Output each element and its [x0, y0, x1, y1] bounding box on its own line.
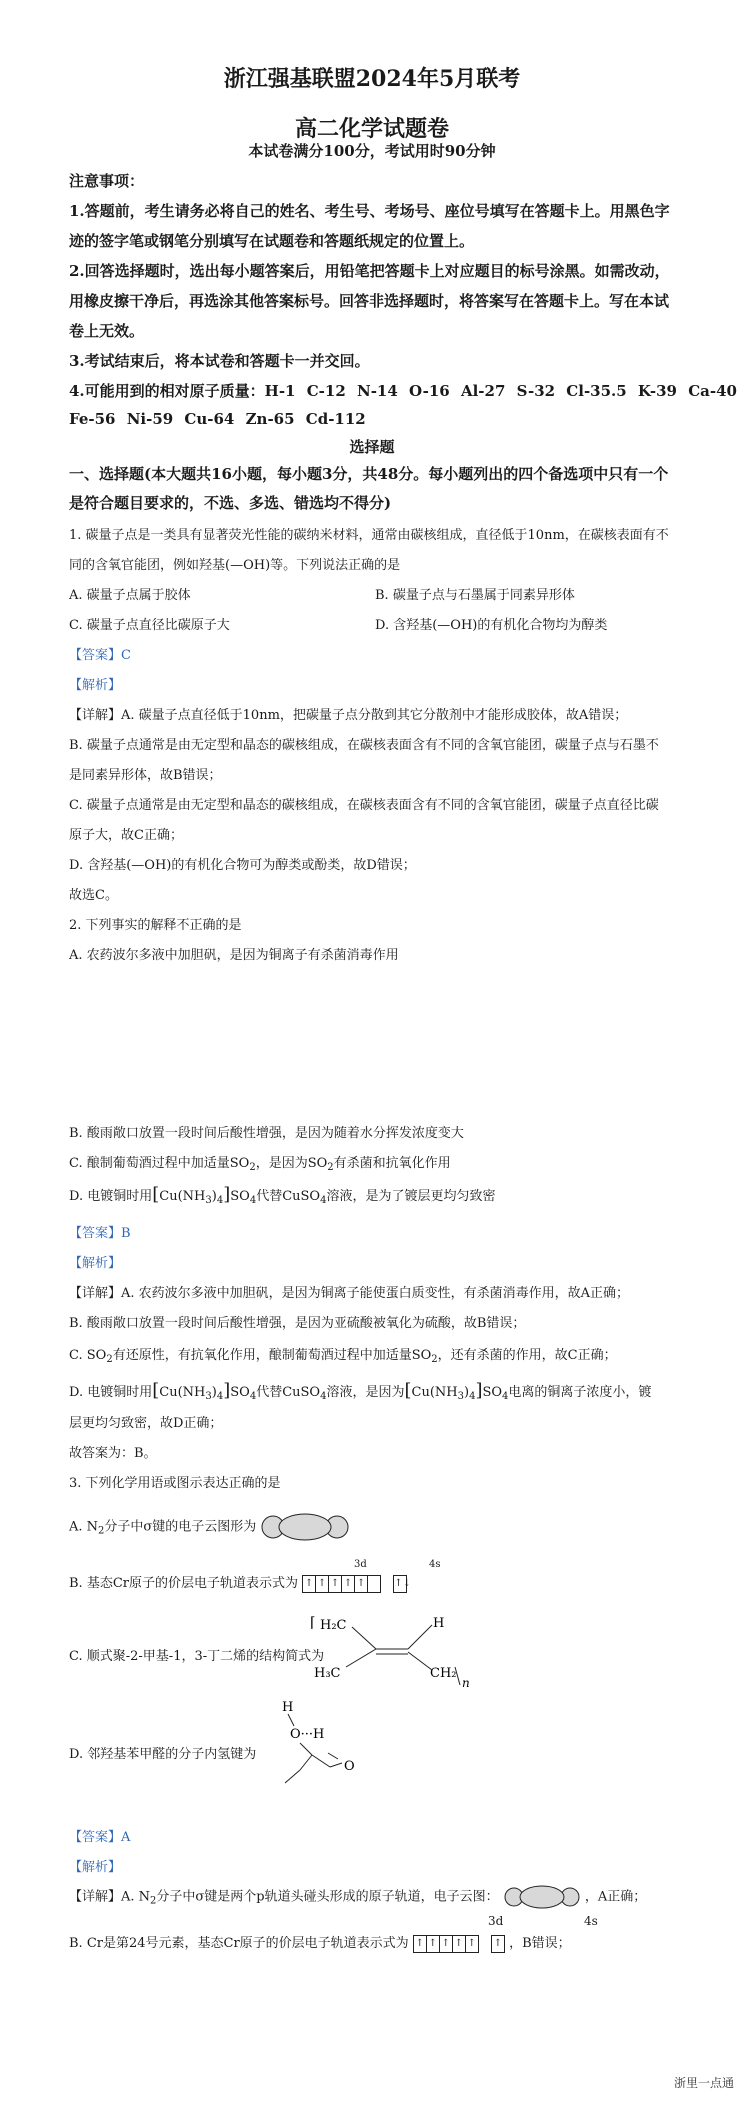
- label-3d: 3d: [488, 1914, 504, 1928]
- q1-option-b: B. 碳量子点与石墨属于同素异形体: [375, 588, 575, 603]
- struct-h: H: [433, 1616, 445, 1631]
- notice-line: 2.回答选择题时，选出每小题答案后，用铅笔把答题卡上对应题目的标号涂黑。如需改动，: [69, 262, 670, 280]
- struct-h3c: H₃C: [314, 1666, 341, 1681]
- q2-option-c: C. 酿制葡萄酒过程中加适量$SO_2$，是因为$SO_2$有杀菌和抗氧化作用: [69, 1156, 451, 1173]
- q1-detail: 原子大，故C正确；: [69, 828, 183, 843]
- notice-line: 用橡皮擦干净后，再选涂其他答案标号。回答非选择题时，将答案写在答题卡上。写在本试: [69, 292, 670, 310]
- struct-ohh: O···H: [290, 1727, 325, 1742]
- q2-conclusion: 故答案为：B。: [69, 1446, 157, 1461]
- q1-detail: 故选C。: [69, 888, 118, 903]
- q1-detail: 是同素异形体，故B错误；: [69, 768, 222, 783]
- label-4s: 4s: [429, 1559, 441, 1570]
- sigma-orbital-diagram: [260, 1512, 350, 1542]
- exam-info: 本试卷满分100分，考试用时90分钟: [248, 142, 496, 160]
- exam-subtitle: 高二化学试题卷: [294, 116, 449, 142]
- polyisoprene-structure: [310, 1605, 470, 1695]
- orbital-3d-boxes: ↑ ↑ ↑ ↑ ↑: [413, 1935, 479, 1953]
- q1-option-c: C. 碳量子点直径比碳原子大: [69, 618, 230, 633]
- hydrogen-bond-structure: [280, 1695, 400, 1795]
- struct-n: n: [462, 1676, 470, 1690]
- notice-line: 4.可能用到的相对原子质量：H-1 C-12 N-14 O-16 Al-27 S-32 Cl-35.5 K-39 Ca-40: [69, 382, 737, 400]
- orbital-3d-boxes: ↑ ↑ ↑ ↑ ↑: [302, 1575, 381, 1593]
- struct-ch2: CH₂: [430, 1666, 457, 1681]
- exam-title: 浙江强基联盟2024年5月联考: [223, 66, 521, 92]
- label-4s: 4s: [584, 1914, 598, 1928]
- q1-option-a: A. 碳量子点属于胶体: [69, 588, 191, 603]
- label-3d: 3d: [354, 1559, 367, 1570]
- q1-detail: B. 碳量子点通常是由无定型和晶态的碳核组成，在碳核表面含有不同的含氧官能团，碳量子点与石墨不: [69, 738, 659, 753]
- sigma-orbital-diagram-small: [503, 1884, 581, 1910]
- section-desc: 一、选择题(本大题共16小题，每小题3分，共48分。每小题列出的四个备选项中只有一个: [69, 465, 669, 483]
- orbital-4s-box: ↑↓: [393, 1575, 407, 1593]
- q2-option-d: D. 电镀铜时用$[Cu(NH_3)_4]SO_4$代替CuSO$_4$溶液，是为了镀层更均匀致密: [69, 1184, 496, 1206]
- q3-option-b: B. 基态Cr原子的价层电子轨道表示式为 ↑ ↑ ↑ ↑ ↑ ↑↓: [69, 1576, 412, 1591]
- q2-option-a: A. 农药波尔多液中加胆矾，是因为铜离子有杀菌消毒作用: [69, 948, 399, 963]
- q1-stem: 同的含氧官能团，例如羟基(—OH)等。下列说法正确的是: [69, 558, 401, 573]
- q1-answer: 【答案】C: [69, 648, 131, 663]
- q3-detail-a: 【详解】A. $N_2$分子中σ键是两个p轨道头碰头形成的原子轨道，电子云图： ，A正确；: [69, 1884, 646, 1910]
- q2-detail: 层更均匀致密，故D正确；: [69, 1416, 223, 1431]
- q1-option-d: D. 含羟基(—OH)的有机化合物均为醇类: [375, 618, 608, 633]
- q2-detail: C. $SO_2$有还原性，有抗氧化作用，酿制葡萄酒过程中加适量$SO_2$，还有杀菌的作用，故C正确；: [69, 1348, 617, 1365]
- struct-o: O: [344, 1759, 355, 1774]
- notice-line: 3.考试结束后，将本试卷和答题卡一并交回。: [69, 352, 370, 370]
- notice-line: 迹的签字笔或钢笔分别填写在试题卷和答题纸规定的位置上。: [69, 232, 475, 250]
- notice-line: 1.答题前，考生请务必将自己的姓名、考生号、考场号、座位号填写在答题卡上。用黑色字: [69, 202, 670, 220]
- struct-oh-h: H: [282, 1700, 294, 1715]
- q2-option-b: B. 酸雨敞口放置一段时间后酸性增强，是因为随着水分挥发浓度变大: [69, 1126, 464, 1141]
- orbital-4s-box: ↑: [491, 1935, 505, 1953]
- q2-detail: D. 电镀铜时用$[Cu(NH_3)_4]SO_4$代替CuSO$_4$溶液，是因为$[Cu(NH_3)_4]SO_4$电离的铜离子浓度小，镀: [69, 1380, 652, 1402]
- notice-line: 卷上无效。: [69, 322, 145, 340]
- q1-detail: D. 含羟基(—OH)的有机化合物可为醇类或酚类，故D错误；: [69, 858, 416, 873]
- q1-detail: C. 碳量子点通常是由无定型和晶态的碳核组成，在碳核表面含有不同的含氧官能团，碳量子点直径比碳: [69, 798, 659, 813]
- q2-detail: 【详解】A. 农药波尔多液中加胆矾，是因为铜离子能使蛋白质变性，有杀菌消毒作用，故A正确；: [69, 1286, 630, 1301]
- notice-line: Fe-56 Ni-59 Cu-64 Zn-65 Cd-112: [69, 410, 366, 428]
- q3-analysis: 【解析】: [69, 1860, 122, 1875]
- watermark: 浙里一点通: [673, 2076, 734, 2090]
- q2-stem: 2. 下列事实的解释不正确的是: [69, 918, 242, 933]
- struct-h2c: H₂C: [320, 1618, 347, 1633]
- q1-stem: 1. 碳量子点是一类具有显著荧光性能的碳纳米材料，通常由碳核组成，直径低于10nm，在碳核表面有不: [69, 528, 669, 543]
- q1-detail: 【详解】A. 碳量子点直径低于10nm，把碳量子点分散到其它分散剂中才能形成胶体，故A错误；: [69, 708, 628, 723]
- q3-option-a: A. $N_2$分子中σ键的电子云图形为: [69, 1512, 350, 1542]
- q3-detail-b: B. Cr是第24号元素，基态Cr原子的价层电子轨道表示式为 ↑ ↑ ↑ ↑ ↑ ↑ ，B错误；: [69, 1936, 571, 1951]
- section-title: 选择题: [349, 438, 395, 456]
- q3-option-d: D. 邻羟基苯甲醛的分子内氢键为: [69, 1747, 257, 1762]
- q2-detail: B. 酸雨敞口放置一段时间后酸性增强，是因为亚硫酸被氧化为硫酸，故B错误；: [69, 1316, 526, 1331]
- notice-heading: 注意事项：: [69, 172, 145, 190]
- section-desc: 是符合题目要求的，不选、多选、错选均不得分): [69, 494, 392, 512]
- q3-option-c: C. 顺式聚-2-甲基-1，3-丁二烯的结构简式为: [69, 1649, 325, 1664]
- q2-analysis: 【解析】: [69, 1256, 122, 1271]
- struct-bracket: ⌈: [310, 1615, 316, 1631]
- q3-answer: 【答案】A: [69, 1830, 131, 1845]
- q3-stem: 3. 下列化学用语或图示表达正确的是: [69, 1476, 281, 1491]
- q2-answer: 【答案】B: [69, 1226, 131, 1241]
- q1-analysis: 【解析】: [69, 678, 122, 693]
